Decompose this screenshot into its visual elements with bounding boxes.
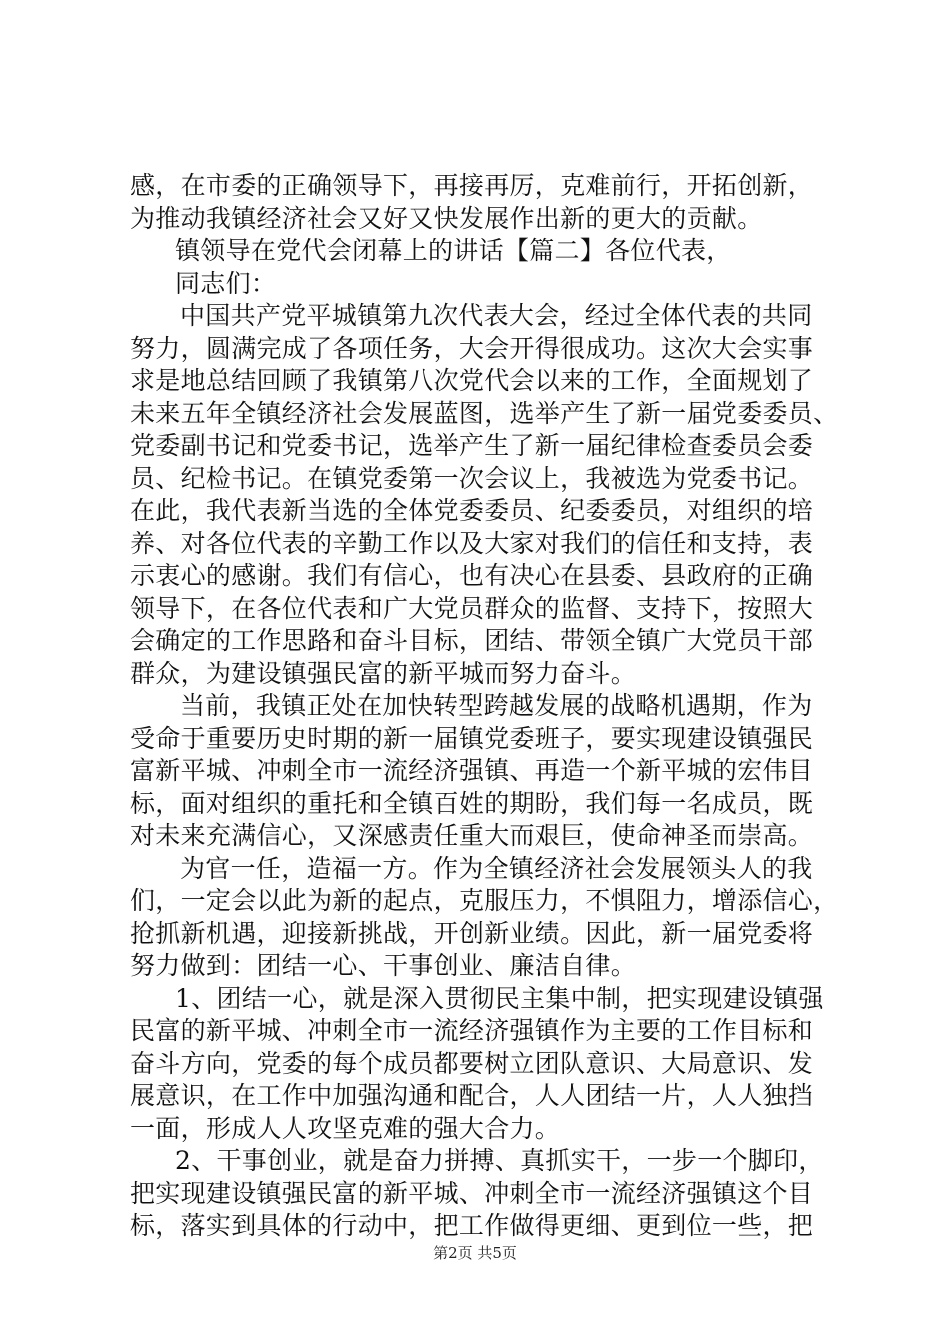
paragraph-start: 2、干事创业，就是奋力拼搏、真抓实干，一步一个脚印， bbox=[175, 1146, 824, 1175]
text-line: 标，面对组织的重托和全镇百姓的期盼，我们每一名成员，既 bbox=[130, 788, 814, 818]
text-line: 为推动我镇经济社会又好又快发展作出新的更大的贡献。 bbox=[130, 203, 763, 233]
text-line: 对未来充满信心，又深感责任重大而艰巨，使命神圣而崇高。 bbox=[130, 821, 814, 850]
text-line: 努力做到：团结一心、干事创业、廉洁自律。 bbox=[130, 951, 637, 980]
text-line: 在此，我代表新当选的全体党委委员、纪委委员，对组织的培 bbox=[130, 496, 814, 525]
page-footer: 第2页 共5页 bbox=[433, 1244, 517, 1262]
paragraph-start: 当前，我镇正处在加快转型跨越发展的战略机遇期，作为 bbox=[180, 691, 813, 720]
text-line: 抢抓新机遇，迎接新挑战，开创新业绩。因此，新一届党委将 bbox=[130, 918, 814, 948]
text-line: 养、对各位代表的辛勤工作以及大家对我们的信任和支持，表 bbox=[130, 528, 814, 558]
text-line: 群众，为建设镇强民富的新平城而努力奋斗。 bbox=[130, 658, 637, 688]
text-line: 受命于重要历史时期的新一届镇党委班子，要实现建设镇强民 bbox=[130, 723, 814, 753]
salutation: 同志们： bbox=[175, 268, 277, 298]
text-line: 努力，圆满完成了各项任务，大会开得很成功。这次大会实事 bbox=[130, 333, 814, 363]
text-line: 富新平城、冲刺全市一流经济强镇、再造一个新平城的宏伟目 bbox=[130, 756, 814, 785]
text-line: 把实现建设镇强民富的新平城、冲刺全市一流经济强镇这个目 bbox=[130, 1178, 814, 1208]
paragraph-start: 1、团结一心，就是深入贯彻民主集中制，把实现建设镇强 bbox=[175, 983, 824, 1013]
text-line: 示衷心的感谢。我们有信心，也有决心在县委、县政府的正确 bbox=[130, 561, 814, 590]
text-line: 民富的新平城、冲刺全市一流经济强镇作为主要的工作目标和 bbox=[130, 1016, 814, 1045]
section-heading: 镇领导在党代会闭幕上的讲话【篇二】各位代表， bbox=[175, 236, 732, 265]
paragraph-start: 为官一任，造福一方。作为全镇经济社会发展领头人的我 bbox=[180, 853, 813, 883]
text-line: 领导下，在各位代表和广大党员群众的监督、支持下，按照大 bbox=[130, 593, 814, 623]
text-line: 未来五年全镇经济社会发展蓝图，选举产生了新一届党委委员、 bbox=[130, 398, 839, 428]
text-line: 标，落实到具体的行动中，把工作做得更细、更到位一些，把 bbox=[130, 1211, 814, 1240]
text-line: 员、纪检书记。在镇党委第一次会议上，我被选为党委书记。 bbox=[130, 463, 814, 493]
text-line: 党委副书记和党委书记，选举产生了新一届纪律检查委员会委 bbox=[130, 431, 814, 460]
text-line: 感，在市委的正确领导下，再接再厉，克难前行，开拓创新， bbox=[130, 171, 814, 200]
text-line: 展意识，在工作中加强沟通和配合，人人团结一片，人人独挡 bbox=[130, 1081, 814, 1110]
text-line: 们，一定会以此为新的起点，克服压力，不惧阻力，增添信心， bbox=[130, 886, 839, 915]
text-line: 奋斗方向，党委的每个成员都要树立团队意识、大局意识、发 bbox=[130, 1048, 814, 1078]
text-line: 求是地总结回顾了我镇第八次党代会以来的工作，全面规划了 bbox=[130, 366, 814, 395]
document-body bbox=[130, 170, 839, 1243]
paragraph-start: 中国共产党平城镇第九次代表大会，经过全体代表的共同 bbox=[180, 301, 813, 330]
text-line: 一面，形成人人攻坚克难的强大合力。 bbox=[130, 1113, 561, 1143]
text-line: 会确定的工作思路和奋斗目标，团结、带领全镇广大党员干部 bbox=[130, 626, 814, 655]
